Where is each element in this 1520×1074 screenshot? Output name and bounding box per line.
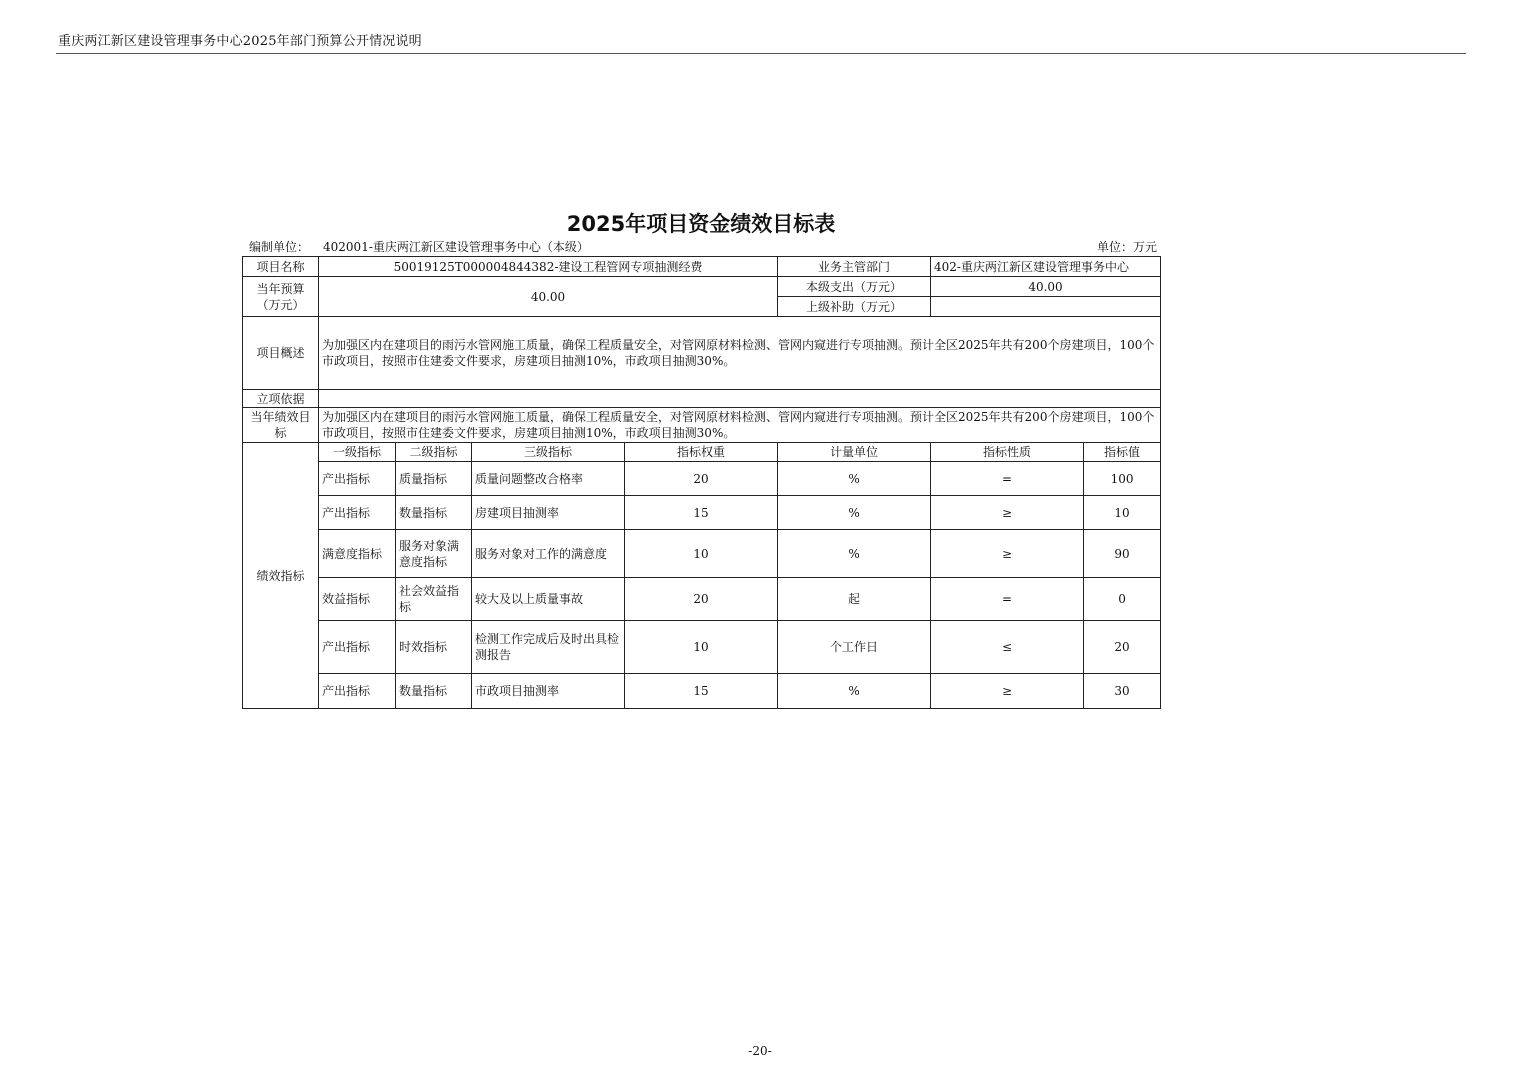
header-weight: 指标权重: [625, 443, 778, 462]
overview-label: 项目概述: [243, 317, 319, 390]
basis-row: [243, 390, 1161, 408]
org-line: [249, 238, 589, 255]
budget-value: 40.00: [319, 277, 778, 317]
indicator-level3: 较大及以上质量事故: [472, 578, 625, 621]
table-title: 2025年项目资金绩效目标表: [566, 212, 836, 236]
indicator-value: 90: [1084, 530, 1161, 578]
header-unit: 计量单位: [778, 443, 931, 462]
indicator-level1: 效益指标: [319, 578, 396, 621]
indicator-row: [243, 530, 1161, 578]
goal-value: 为加强区内在建项目的雨污水管网施工质量，确保工程质量安全，对管网原材料检测、管网内窥进行专项抽测。预计全区2025年共有200个房建项目，100个市政项目，按照市住建委文件要求，房建项目抽测10%，市政项目抽测30%。: [319, 408, 1161, 443]
indicator-unit: %: [778, 530, 931, 578]
indicator-value: 100: [1084, 462, 1161, 496]
goal-row: [243, 408, 1161, 443]
budget-label: 当年预算（万元）: [243, 277, 319, 317]
basis-label: 立项依据: [243, 390, 319, 408]
overview-value: 为加强区内在建项目的雨污水管网施工质量，确保工程质量安全，对管网原材料检测、管网内窥进行专项抽测。预计全区2025年共有200个房建项目，100个市政项目，按照市住建委文件要求，房建项目抽测10%，市政项目抽测30%。: [319, 317, 1161, 390]
unit-label: 单位：万元: [1096, 240, 1157, 254]
header-value: 指标值: [1084, 443, 1161, 462]
indicator-level1: 产出指标: [319, 674, 396, 709]
indicator-value: 10: [1084, 496, 1161, 530]
indicator-weight: 15: [625, 674, 778, 709]
indicator-level2: 质量指标: [396, 462, 472, 496]
page-header-title: 重庆两江新区建设管理事务中心2025年部门预算公开情况说明: [58, 34, 422, 49]
indicator-weight: 10: [625, 621, 778, 674]
header-level3: 三级指标: [472, 443, 625, 462]
header-level1: 一级指标: [319, 443, 396, 462]
basis-value: [319, 390, 1161, 408]
subsidy-value: [931, 297, 1161, 317]
indicator-weight: 20: [625, 578, 778, 621]
header-divider: [56, 53, 1466, 54]
indicator-unit: %: [778, 462, 931, 496]
indicator-weight: 10: [625, 530, 778, 578]
indicator-level2: 社会效益指标: [396, 578, 472, 621]
indicator-level1: 产出指标: [319, 462, 396, 496]
header-nature: 指标性质: [931, 443, 1084, 462]
indicator-row: [243, 578, 1161, 621]
dept-value: 402-重庆两江新区建设管理事务中心: [931, 257, 1161, 277]
indicator-level1: 产出指标: [319, 496, 396, 530]
indicator-row: [243, 674, 1161, 709]
indicator-level1: 满意度指标: [319, 530, 396, 578]
subsidy-label: 上级补助（万元）: [778, 297, 931, 317]
local-expense-value: 40.00: [931, 277, 1161, 297]
budget-row: [243, 277, 1161, 297]
indicator-header-row: [243, 443, 1161, 462]
indicator-level3: 服务对象对工作的满意度: [472, 530, 625, 578]
indicator-nature: ≥: [931, 674, 1084, 709]
indicator-level2: 时效指标: [396, 621, 472, 674]
indicator-weight: 20: [625, 462, 778, 496]
indicator-row: [243, 462, 1161, 496]
indicator-level2: 数量指标: [396, 496, 472, 530]
header-level2: 二级指标: [396, 443, 472, 462]
indicator-level3: 市政项目抽测率: [472, 674, 625, 709]
org-label: 编制单位：: [249, 240, 310, 254]
indicator-unit: %: [778, 496, 931, 530]
indicator-row: [243, 621, 1161, 674]
indicator-nature: =: [931, 578, 1084, 621]
indicator-level2: 服务对象满意度指标: [396, 530, 472, 578]
org-value: 402001-重庆两江新区建设管理事务中心（本级）: [323, 240, 589, 254]
indicator-level2: 数量指标: [396, 674, 472, 709]
indicator-value: 20: [1084, 621, 1161, 674]
indicator-weight: 15: [625, 496, 778, 530]
indicator-value: 30: [1084, 674, 1161, 709]
indicator-section-label: 绩效指标: [243, 443, 319, 709]
indicator-unit: %: [778, 674, 931, 709]
indicator-unit: 个工作日: [778, 621, 931, 674]
indicator-level3: 房建项目抽测率: [472, 496, 625, 530]
project-name-value: 50019125T000004844382-建设工程管网专项抽测经费: [319, 257, 778, 277]
indicator-row: [243, 496, 1161, 530]
indicator-unit: 起: [778, 578, 931, 621]
indicator-nature: ≤: [931, 621, 1084, 674]
page-number: -20-: [748, 1044, 772, 1058]
performance-table: [242, 256, 1161, 709]
indicator-level3: 检测工作完成后及时出具检测报告: [472, 621, 625, 674]
project-name-row: [243, 257, 1161, 277]
dept-label: 业务主管部门: [778, 257, 931, 277]
goal-label: 当年绩效目标: [243, 408, 319, 443]
local-expense-label: 本级支出（万元）: [778, 277, 931, 297]
indicator-nature: =: [931, 462, 1084, 496]
indicator-level1: 产出指标: [319, 621, 396, 674]
indicator-value: 0: [1084, 578, 1161, 621]
overview-row: [243, 317, 1161, 390]
indicator-nature: ≥: [931, 530, 1084, 578]
project-name-label: 项目名称: [243, 257, 319, 277]
indicator-level3: 质量问题整改合格率: [472, 462, 625, 496]
indicator-nature: ≥: [931, 496, 1084, 530]
